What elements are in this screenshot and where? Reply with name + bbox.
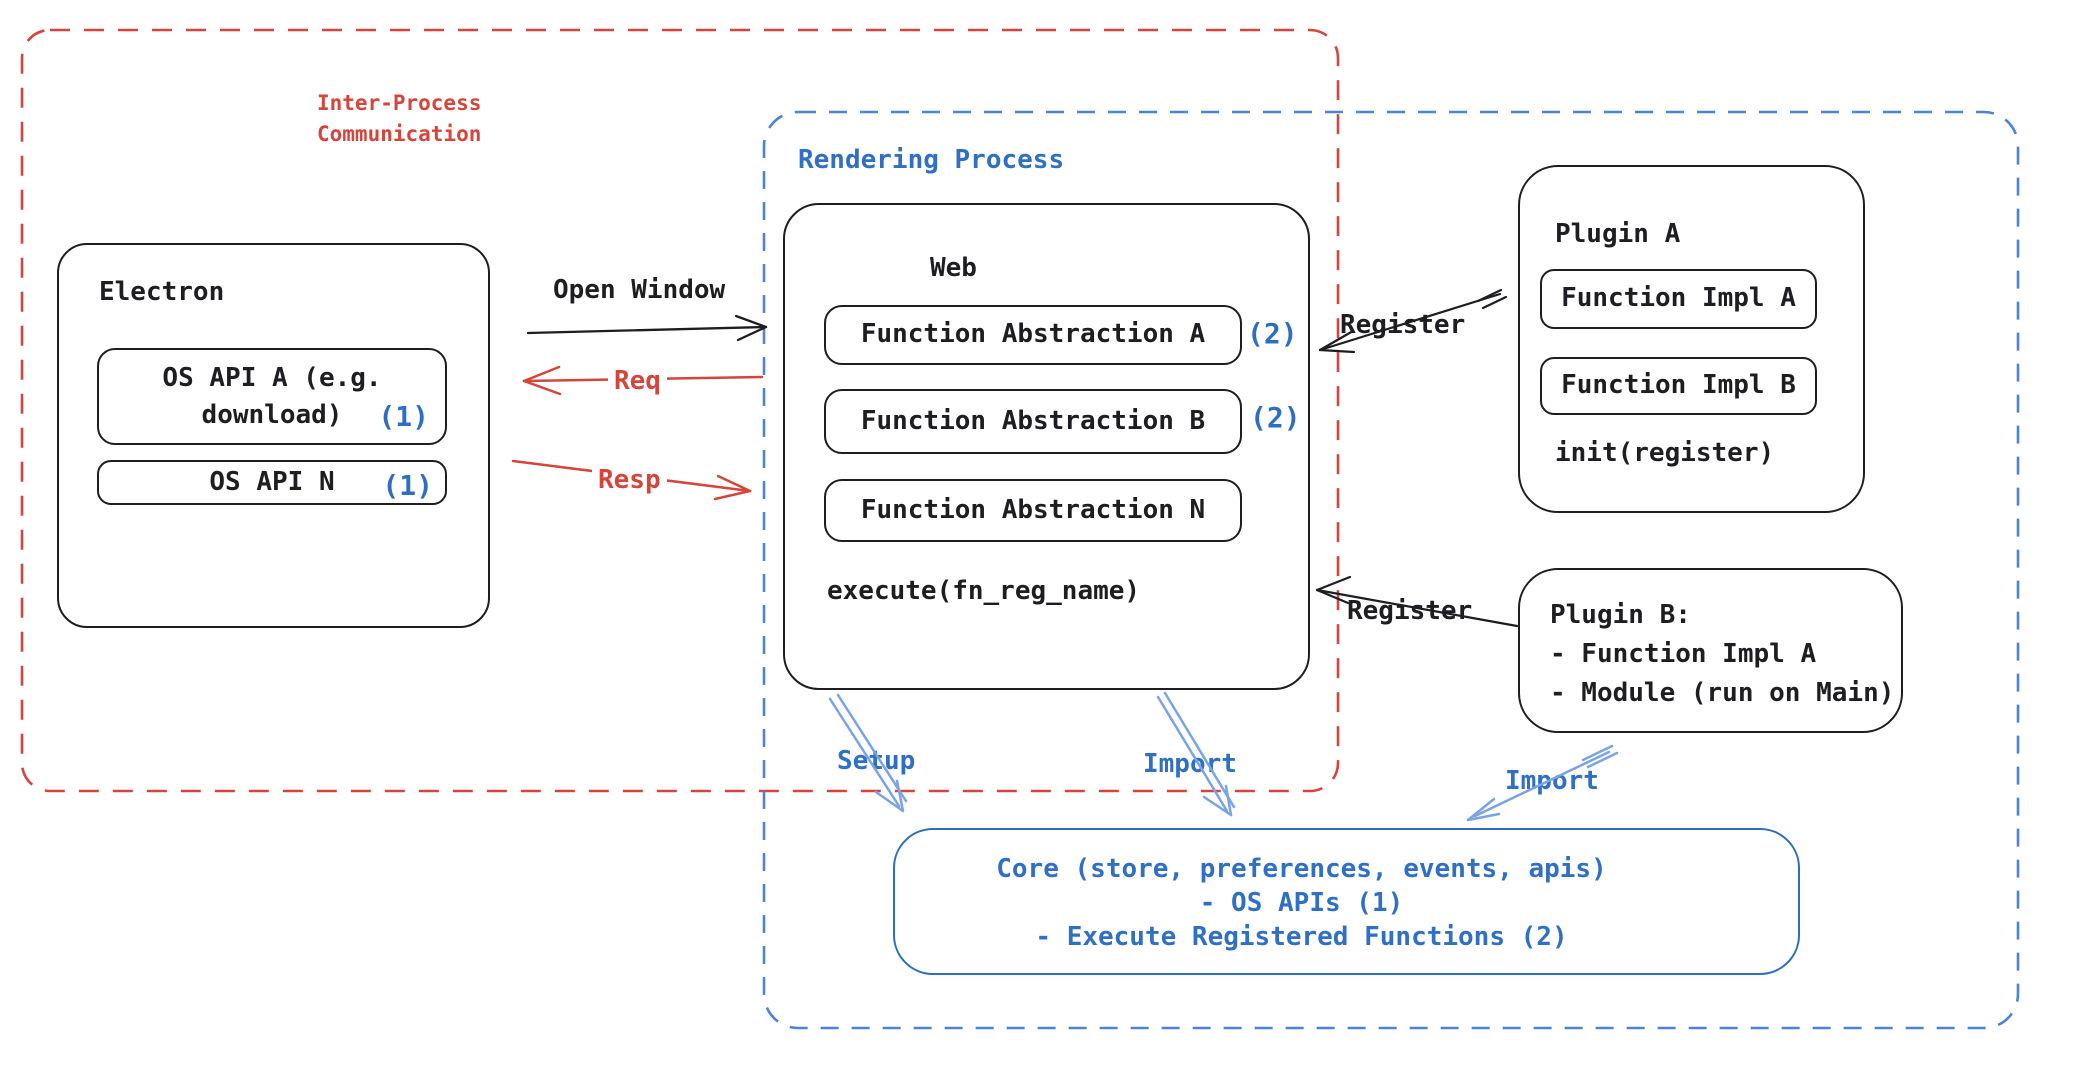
import-web-label: Import	[1143, 749, 1237, 779]
function-abstraction-b-badge: (2)	[1250, 401, 1301, 434]
rendering-process-label: Rendering Process	[798, 145, 1065, 175]
electron-box	[57, 243, 490, 628]
function-abstraction-a-box	[824, 305, 1242, 365]
open-window-label: Open Window	[553, 275, 726, 305]
plugin-b-title: Plugin B:	[1550, 600, 1691, 630]
register-plugin-a-label: Register	[1340, 310, 1466, 340]
function-abstraction-a-label: Function Abstraction A	[860, 319, 1206, 350]
plugin-a-title: Plugin A	[1555, 219, 1681, 249]
open-window-arrow	[528, 316, 766, 340]
web-title: Web	[930, 253, 977, 283]
electron-title: Electron	[99, 277, 225, 307]
register-plugin-b-label: Register	[1347, 596, 1473, 626]
plugin-b-content	[1550, 596, 1894, 713]
function-impl-a-label: Function Impl A	[1561, 283, 1796, 314]
core-box	[893, 828, 1800, 975]
plugin-b-item-2: - Module (run on Main)	[1550, 678, 1895, 708]
os-api-n-label: OS API N	[209, 466, 335, 497]
function-abstraction-n-label: Function Abstraction N	[860, 494, 1206, 525]
core-line-2: - OS APIs (1)	[1199, 888, 1404, 918]
plugin-b-box	[1518, 568, 1903, 733]
plugin-b-item-1: - Function Impl A	[1550, 639, 1817, 669]
req-label: Req	[608, 367, 667, 397]
setup-label: Setup	[837, 746, 916, 776]
execute-label: execute(fn_reg_name)	[827, 576, 1141, 606]
os-api-a-box	[97, 348, 447, 445]
init-register-label: init(register)	[1555, 438, 1775, 468]
function-abstraction-b-label: Function Abstraction B	[860, 405, 1206, 436]
function-abstraction-n-box	[824, 479, 1242, 542]
resp-label: Resp	[592, 466, 667, 496]
os-api-a-badge: (1)	[378, 400, 429, 433]
os-api-n-badge: (1)	[382, 469, 433, 502]
core-line-3: - Execute Registered Functions (2)	[1035, 922, 1568, 952]
import-plugin-label: Import	[1505, 766, 1599, 796]
os-api-n-box	[97, 460, 447, 505]
function-impl-b-box	[1540, 357, 1817, 415]
web-box	[783, 203, 1310, 690]
function-impl-b-label: Function Impl B	[1561, 370, 1796, 401]
os-api-a-label: OS API A (e.g. download)	[162, 362, 382, 430]
function-abstraction-a-badge: (2)	[1247, 317, 1298, 350]
function-abstraction-b-box	[824, 389, 1242, 454]
plugin-a-box	[1518, 165, 1865, 513]
ipc-label: Inter-Process Communication	[317, 91, 482, 146]
core-line-1: Core (store, preferences, events, apis)	[996, 854, 1607, 884]
function-impl-a-box	[1540, 269, 1817, 329]
